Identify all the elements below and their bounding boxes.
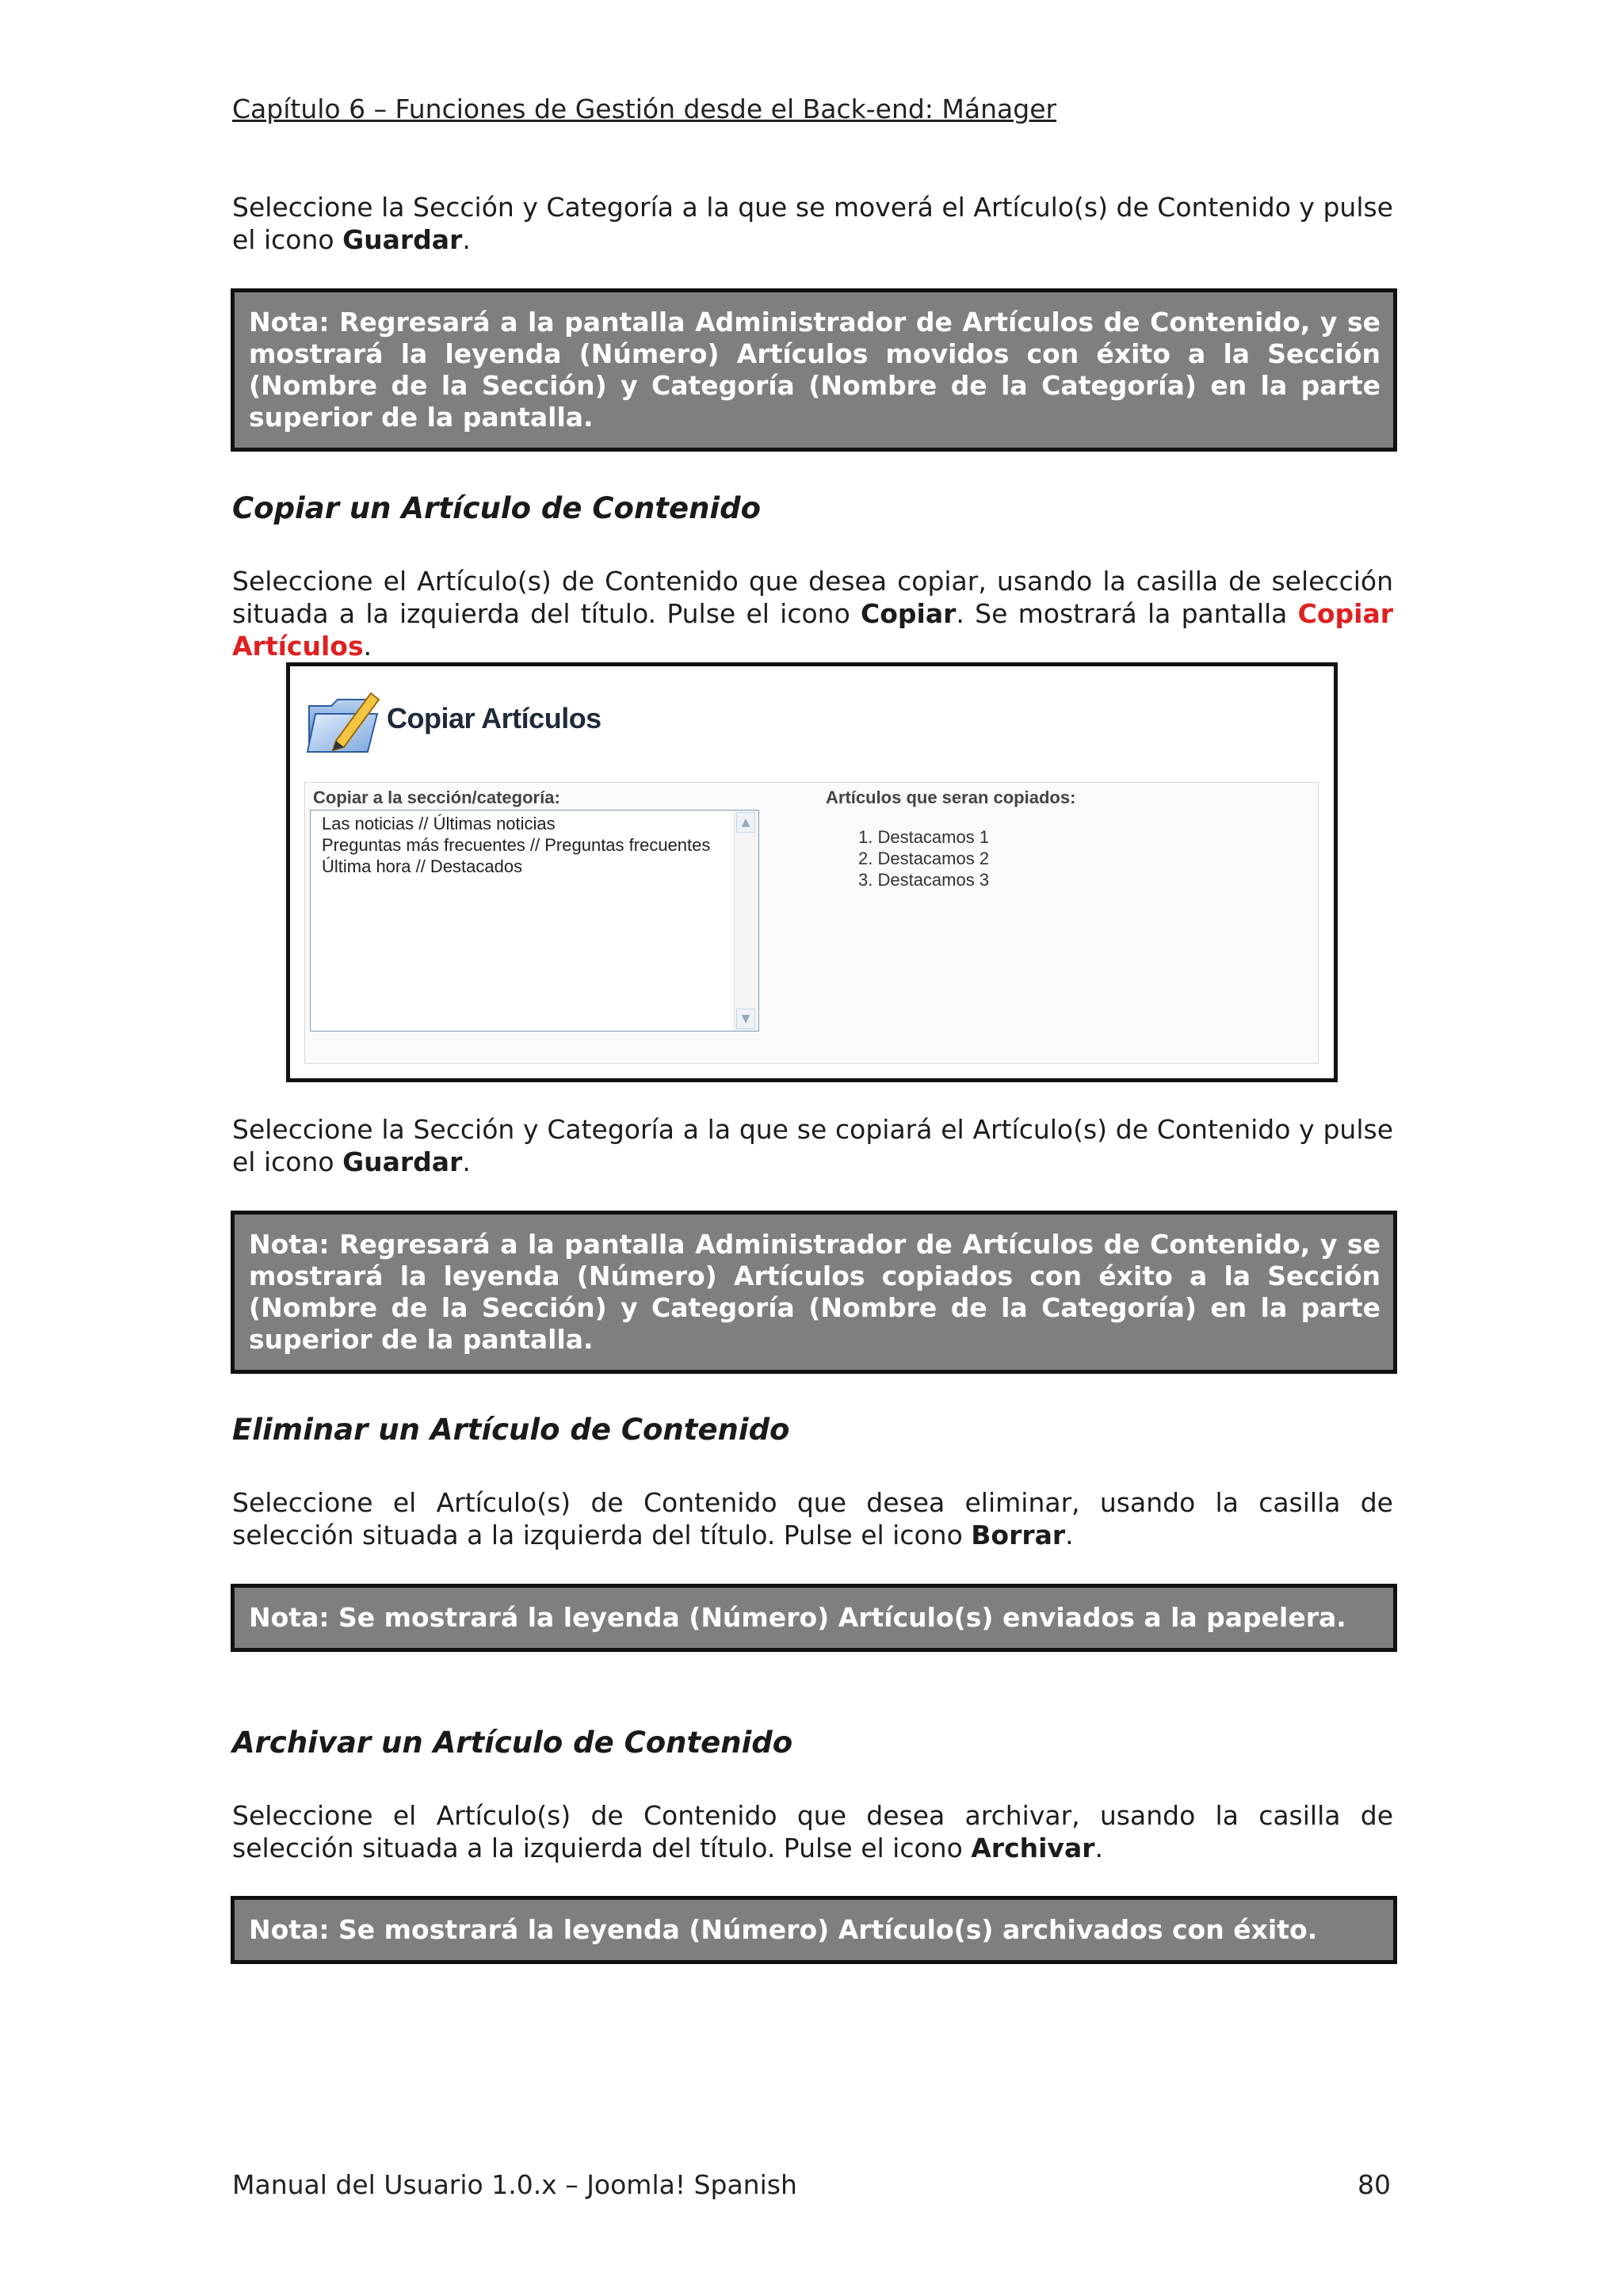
section-category-listbox[interactable]: [310, 810, 759, 1032]
borrar-label: Borrar: [971, 1520, 1066, 1550]
copy-paragraph: Seleccione el Artículo(s) de Contenido que desea copiar, usando la casilla de selección situada a la izquierda del título. Pulse el icono Copiar. Se mostrará la pantalla Copiar Artículos.: [232, 566, 1394, 662]
list-item[interactable]: Última hora // Destacados: [322, 856, 523, 876]
copy-form-panel: [304, 782, 1319, 1064]
note-box-archive: Nota: Se mostrará la leyenda (Número) Artículo(s) archivados con éxito.: [231, 1896, 1397, 1964]
page-number: 80: [1358, 2169, 1391, 2200]
archivar-label: Archivar: [971, 1833, 1095, 1863]
article-item: 2. Destacamos 2: [858, 849, 990, 868]
archive-paragraph: Seleccione el Artículo(s) de Contenido que desea archivar, usando la casilla de selección situada a la izquierda del título. Pulse el icono Archivar.: [232, 1800, 1393, 1863]
copy-to-label: Copiar a la sección/categoría:: [313, 788, 560, 807]
section-heading-copy: Copiar un Artículo de Contenido: [232, 491, 761, 525]
list-item[interactable]: Preguntas más frecuentes // Preguntas frecuentes: [322, 835, 711, 855]
article-item: 3. Destacamos 3: [858, 870, 990, 890]
copiar-label: Copiar: [861, 598, 957, 629]
folder-edit-icon: [304, 682, 385, 758]
note-box-copy: Nota: Regresará a la pantalla Administrador de Artículos de Contenido, y se mostrará la leyenda (Número) Artículos copiados con éxito a la Sección (Nombre de la Sección) y Categoría (Nombre de la Categoría) en la parte superior de la pantalla.: [231, 1211, 1397, 1374]
copiar-articulos-link[interactable]: Copiar Artículos: [232, 598, 1394, 662]
scroll-down-icon[interactable]: ▼: [736, 1009, 755, 1029]
guardar-label: Guardar: [342, 224, 463, 255]
intro-paragraph: Seleccione la Sección y Categoría a la que se moverá el Artículo(s) de Contenido y pulse el icono Guardar.: [232, 192, 1393, 255]
list-item[interactable]: Las noticias // Últimas noticias: [322, 814, 556, 833]
scroll-up-icon[interactable]: ▲: [736, 812, 755, 833]
delete-paragraph: Seleccione el Artículo(s) de Contenido que desea eliminar, usando la casilla de selección situada a la izquierda del título. Pulse el icono Borrar.: [232, 1487, 1393, 1550]
chapter-header: Capítulo 6 – Funciones de Gestión desde el Back-end: Mánager: [232, 93, 1057, 124]
note-box-delete: Nota: Se mostrará la leyenda (Número) Artículo(s) enviados a la papelera.: [231, 1584, 1397, 1652]
footer-title: Manual del Usuario 1.0.x – Joomla! Spanish: [232, 2169, 797, 2200]
after-copy-paragraph: Seleccione la Sección y Categoría a la que se copiará el Artículo(s) de Contenido y pulse el icono Guardar.: [232, 1114, 1393, 1177]
guardar-label: Guardar: [342, 1146, 463, 1177]
listbox-scrollbar[interactable]: [734, 810, 758, 1031]
note-box-move: Nota: Regresará a la pantalla Administrador de Artículos de Contenido, y se mostrará la leyenda (Número) Artículos movidos con éxito a la Sección (Nombre de la Sección) y Categoría (Nombre de la Categoría) en la parte superior de la pantalla.: [231, 288, 1397, 452]
screenshot-title: Copiar Artículos: [387, 702, 601, 734]
copy-articles-screenshot: [286, 662, 1338, 1082]
article-item: 1. Destacamos 1: [858, 827, 990, 847]
section-heading-archive: Archivar un Artículo de Contenido: [232, 1726, 793, 1760]
articles-to-copy-label: Artículos que seran copiados:: [826, 788, 1076, 807]
section-heading-delete: Eliminar un Artículo de Contenido: [232, 1413, 790, 1447]
